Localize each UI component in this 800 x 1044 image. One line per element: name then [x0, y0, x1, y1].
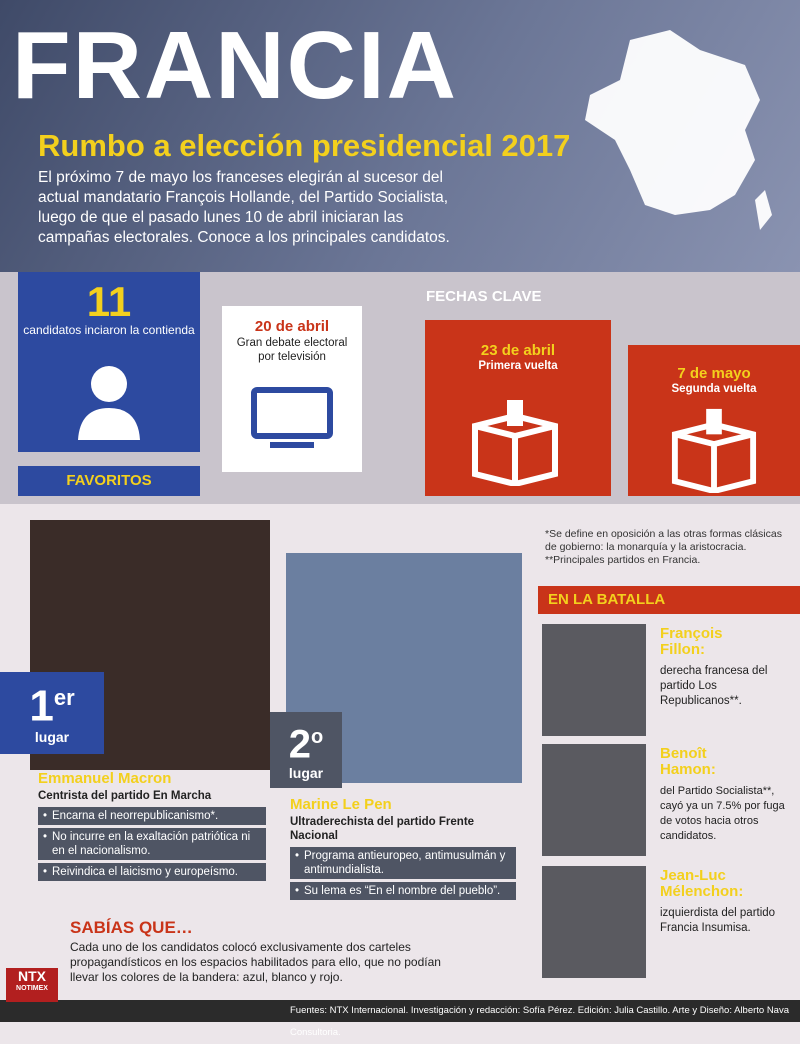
rank-suffix: er [53, 685, 75, 710]
rank-badge-first [0, 672, 104, 754]
macron-bullet: • No incurre en la exaltación patriótica ni en el nacionalismo. [38, 828, 266, 860]
candidate-desc: del Partido Socialista**, cayó ya un 7.5% por fuga de votos hacia otros candidatos. [660, 785, 785, 842]
television-icon [250, 386, 334, 452]
macron-desc: Centrista del partido En Marcha [38, 790, 212, 802]
macron-bullet: • Reivindica el laicismo y europeísmo. [38, 863, 266, 881]
candidates-count-box [18, 272, 200, 452]
footer-bar [0, 1000, 800, 1038]
date-card-second-round [628, 345, 800, 496]
lepen-desc: Ultraderechista del partido Frente Nacional [290, 816, 475, 842]
candidate-card-melenchon [538, 862, 800, 982]
melenchon-photo [542, 866, 646, 978]
macron-name: Emmanuel Macron [38, 770, 172, 787]
hamon-photo [542, 744, 646, 856]
date-debate: 20 de abril [254, 318, 330, 335]
candidate-card-fillon [538, 620, 800, 740]
sabias-que-text: Cada uno de los candidatos colocó exclusivamente dos carteles propagandísticos en los espacios habilitados para ello, que no podían llevar los colores de la bandera: azul, blanco y rojo. [70, 940, 441, 984]
candidate-card-hamon [538, 740, 800, 860]
candidates-count-label: candidatos inciaron la contienda [23, 323, 195, 337]
date-card-debate [222, 306, 362, 472]
fechas-clave-label: FECHAS CLAVE [426, 288, 542, 305]
date-second-round: 7 de mayo [677, 365, 751, 382]
en-la-batalla-label: EN LA BATALLA [538, 586, 800, 614]
candidate-desc: izquierdista del partido Francia Insumisa. [660, 907, 776, 934]
candidate-name: François Fillon: [660, 625, 723, 658]
rank-number: 2 [288, 722, 312, 767]
france-map-icon [560, 10, 800, 270]
footnote-1: *Se define en oposición a las otras formas clásicas de gobierno: la monarquía y la aristocracia. [545, 528, 782, 553]
date-first-round-desc: Primera vuelta [478, 360, 558, 372]
fillon-photo [542, 624, 646, 736]
lepen-bullet: • Su lema es “En el nombre del pueblo”. [290, 882, 516, 900]
candidate-name: Benoît Hamon: [660, 745, 716, 778]
macron-info [38, 770, 266, 881]
rank-word: lugar [34, 728, 70, 745]
rank-badge-second [270, 712, 342, 788]
person-icon [74, 362, 144, 442]
favoritos-label: FAVORITOS [18, 466, 200, 496]
candidate-desc: derecha francesa del partido Los Republicanos**. [660, 665, 768, 707]
date-card-first-round [425, 320, 611, 496]
date-second-round-desc: Segunda vuelta [671, 383, 757, 395]
rank-number: 1 [29, 681, 54, 731]
candidates-count: 11 [86, 278, 132, 325]
date-debate-desc: Gran debate electoral por televisión [236, 337, 348, 363]
rank-suffix: o [311, 726, 324, 748]
ballot-box-icon [664, 405, 764, 493]
page-subtitle: Rumbo a elección presidencial 2017 [38, 128, 571, 163]
sabias-que-title: SABÍAS QUE… [70, 918, 193, 937]
ntx-logo: NTX NOTIMEX [6, 968, 58, 1002]
footnote-2: **Principales partidos en Francia. [545, 554, 701, 566]
lepen-name: Marine Le Pen [290, 796, 392, 813]
intro-text: El próximo 7 de mayo los franceses elegirán al sucesor del actual mandatario François Hollande, del Partido Socialista, luego de que el pasado lunes 10 de abril iniciaran las campañas electorales. Conoce a los principales candidatos. [38, 169, 450, 246]
lepen-bullet: • Programa antieuropeo, antimusulmán y antimundialista. [290, 847, 516, 879]
ballot-box-icon [465, 396, 565, 486]
date-first-round: 23 de abril [480, 342, 556, 359]
macron-bullet: • Encarna el neorrepublicanismo*. [38, 807, 266, 825]
page-title: FRANCIA [12, 12, 458, 119]
lepen-info [290, 796, 516, 900]
rank-word: lugar [288, 765, 324, 782]
footnotes [545, 528, 795, 567]
footer-credits: Fuentes: NTX Internacional. Investigación y redacción: Sofía Pérez. Edición: Julia Castillo. Arte y Diseño: Alberto Nava Consultoria. [290, 1005, 790, 1038]
candidate-name: Jean-Luc Mélenchon: [660, 867, 744, 900]
